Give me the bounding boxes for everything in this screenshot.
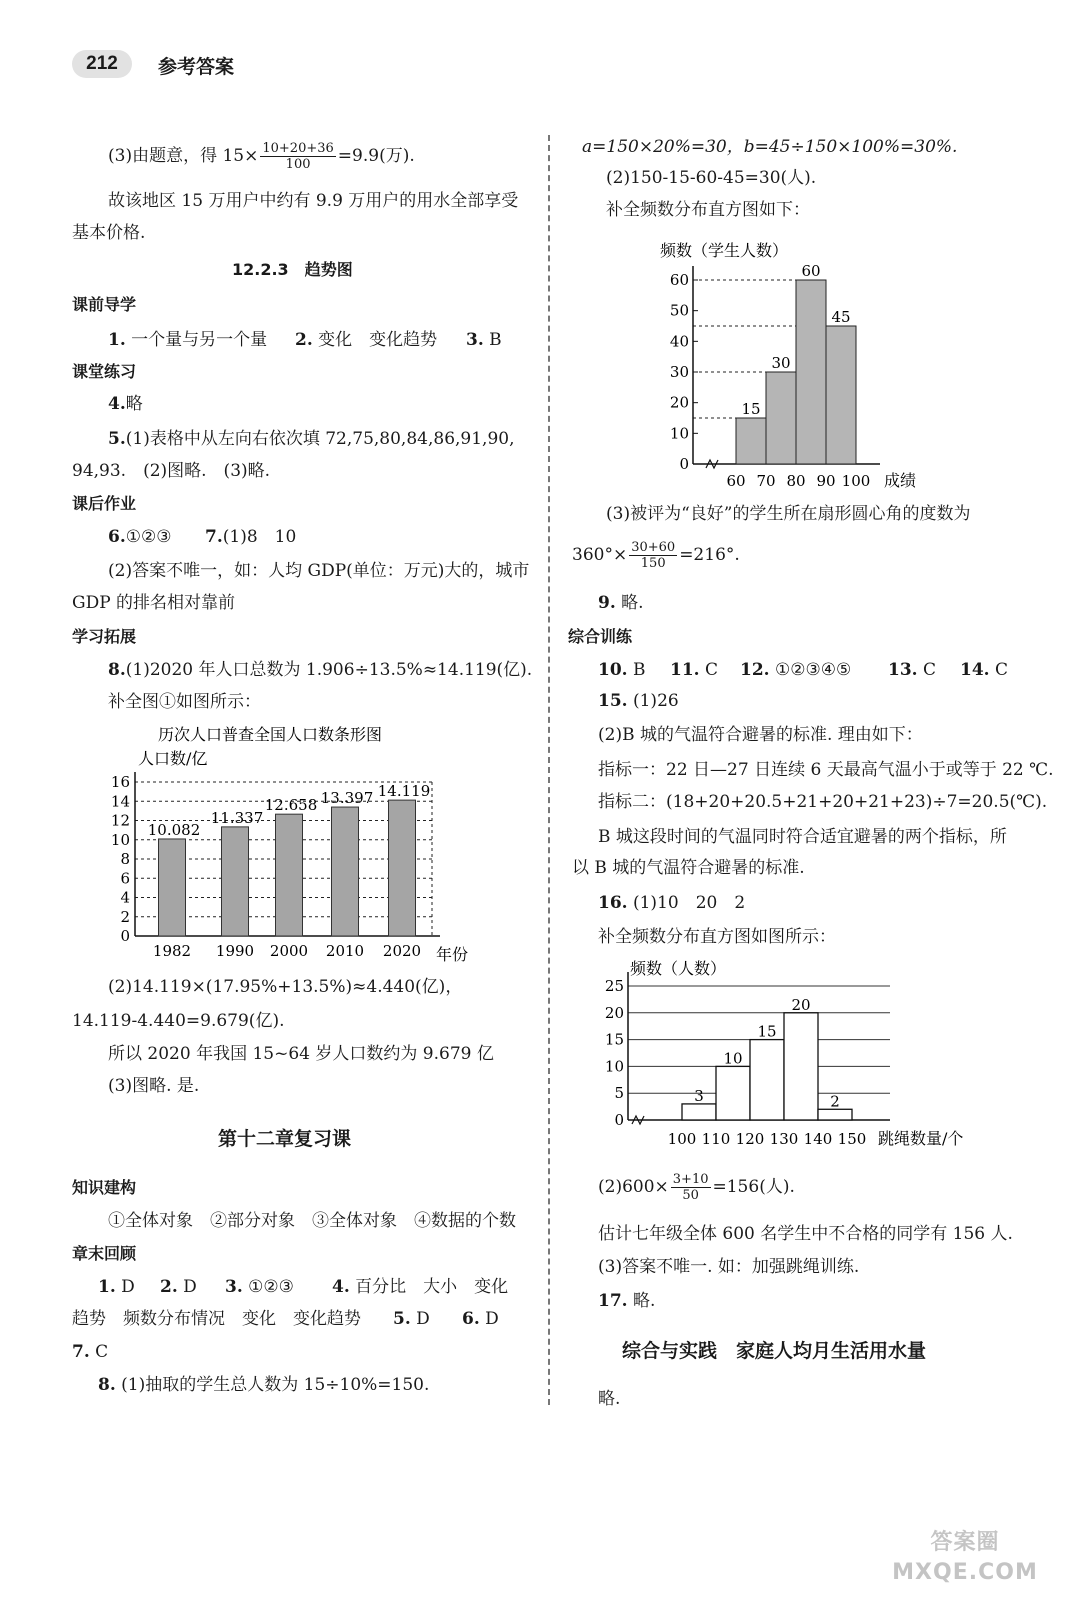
bar-value-label: 10.082	[147, 820, 201, 839]
q8-line6: (3)图略. 是.	[108, 1076, 200, 1096]
q17	[598, 1290, 655, 1312]
y-tick-label: 20	[604, 1003, 624, 1022]
q-text: ①②③	[248, 1277, 294, 1297]
x-axis-label: 成绩	[884, 471, 917, 490]
x-tick-label: 60	[726, 472, 746, 490]
q-number: 4.	[332, 1277, 350, 1297]
text: 360°×	[572, 545, 628, 565]
q-number: 7.	[205, 527, 223, 547]
q16-line3	[598, 1172, 795, 1203]
q-number: 8.	[98, 1375, 116, 1395]
q-text: B	[632, 660, 646, 680]
text: =156(人).	[712, 1177, 795, 1197]
y-tick-label: 15	[604, 1030, 624, 1049]
y-tick-label: 50	[669, 301, 689, 320]
q-number: 7.	[72, 1342, 90, 1362]
q4	[108, 393, 143, 415]
chapter-title: 第十二章复习课	[218, 1128, 352, 1150]
bar	[222, 827, 249, 936]
bar-value-label: 11.337	[210, 808, 264, 827]
q9	[598, 592, 644, 614]
y-tick-label: 5	[614, 1084, 624, 1103]
histogram-bar	[736, 418, 766, 464]
bar-value-label: 60	[801, 262, 821, 280]
histogram-bar	[784, 1013, 818, 1120]
y-tick-label: 30	[669, 363, 689, 381]
bar	[276, 814, 303, 936]
q5	[108, 428, 514, 450]
r2	[160, 1276, 197, 1298]
q-number: 17.	[598, 1291, 628, 1311]
q-text: ①②③	[125, 527, 172, 547]
denominator: 150	[640, 556, 666, 571]
bar-value-label: 20	[791, 995, 811, 1014]
q-number: 2.	[295, 330, 313, 350]
q16	[598, 892, 745, 914]
x-axis-label: 年份	[436, 945, 469, 964]
q7-line3: GDP 的排名相对靠前	[72, 593, 236, 613]
bar-value-label: 14.119	[377, 782, 431, 801]
q-number: 6.	[108, 527, 126, 547]
q-text: 一个量与另一个量	[131, 330, 268, 350]
x-tick-label: 100	[841, 472, 871, 490]
heading-zhxl: 综合训练	[568, 627, 633, 646]
y-tick-label: 2	[120, 907, 130, 926]
x-tick-label: 80	[786, 472, 806, 490]
q-text: 变化 变化趋势	[318, 330, 438, 350]
q-number: 12.	[740, 660, 770, 680]
x-tick-label: 70	[756, 472, 776, 490]
q8-line5: 所以 2020 年我国 15~64 岁人口数约为 9.679 亿	[108, 1044, 494, 1064]
q-number: 1.	[108, 330, 126, 350]
text: (2)600×	[598, 1177, 669, 1197]
q-text: D	[121, 1277, 135, 1297]
right-line-3: 补全频数分布直方图如下：	[606, 200, 810, 220]
q7-line2: (2)答案不唯一，如：人均 GDP(单位：万元)大的，城市	[108, 561, 530, 581]
heading-ktlx: 课堂练习	[72, 362, 137, 381]
zsjg-text: ①全体对象 ②部分对象 ③全体对象 ④数据的个数	[108, 1211, 516, 1231]
q15-line2: (2)B 城的气温符合避暑的标准. 理由如下：	[598, 725, 923, 745]
q-number: 10.	[598, 660, 628, 680]
chart-title: 历次人口普查全国人口数条形图	[158, 725, 383, 744]
bar-value-label: 30	[771, 354, 791, 372]
x-tick-label: 130	[769, 1130, 799, 1148]
text: =9.9(万).	[337, 146, 415, 166]
x-tick-label: 140	[803, 1130, 833, 1148]
r3	[225, 1276, 294, 1298]
heading-zmhg: 章末回顾	[72, 1244, 137, 1263]
histogram-bar	[682, 1104, 716, 1120]
q8-line2: 补全图①如图所示：	[108, 692, 261, 712]
right-line-5	[572, 540, 740, 571]
q15	[598, 690, 679, 712]
column-divider	[548, 135, 550, 1405]
q15-line5: B 城这段时间的气温同时符合适宜避暑的两个指标，所	[598, 827, 1007, 847]
histogram-bar	[796, 280, 826, 464]
histogram-bar	[818, 1109, 852, 1120]
r6	[462, 1308, 499, 1330]
bar	[389, 800, 416, 936]
page-number: 212	[72, 50, 132, 78]
q7	[205, 526, 296, 548]
q-text: D	[485, 1309, 499, 1329]
text: =216°.	[679, 545, 740, 565]
bar-value-label: 12.658	[264, 796, 318, 815]
bar	[332, 807, 359, 936]
q-text: (1)抽取的学生总人数为 15÷10%=150.	[121, 1375, 430, 1395]
q16-line4: 估计七年级全体 600 名学生中不合格的同学有 156 人.	[598, 1224, 1013, 1244]
q-text: C	[994, 660, 1008, 680]
rope-skipping-histogram	[590, 952, 980, 1152]
left-line-2: 故该地区 15 万用户中约有 9.9 万用户的用水全部享受	[108, 191, 519, 211]
q-number: 6.	[462, 1309, 480, 1329]
y-tick-label: 0	[679, 455, 689, 473]
heading-zsjg: 知识建构	[72, 1178, 137, 1197]
q11	[670, 659, 718, 681]
x-tick-label: 1982	[152, 942, 192, 960]
x-tick-label: 1990	[215, 942, 255, 960]
q12	[740, 659, 851, 681]
fraction	[671, 1172, 711, 1203]
axis-break	[706, 460, 718, 468]
r1	[98, 1276, 135, 1298]
y-tick-label: 60	[669, 271, 689, 289]
score-histogram	[640, 228, 950, 494]
x-tick-label: 100	[667, 1130, 697, 1148]
y-tick-label: 10	[669, 424, 689, 443]
q15-line3: 指标一：22 日—27 日连续 6 天最高气温小于或等于 22 ℃.	[598, 760, 1054, 780]
q2	[295, 329, 437, 351]
axis-break	[632, 1116, 644, 1124]
q-number: 4.	[108, 394, 126, 414]
q5-line2: 94,93. (2)图略. (3)略.	[72, 461, 271, 481]
right-line-1: a=150×20%=30，b=45÷150×100%=30%.	[582, 137, 958, 157]
q16-line5: (3)答案不唯一. 如：加强跳绳训练.	[598, 1257, 860, 1277]
y-tick-label: 20	[669, 393, 689, 412]
q-number: 1.	[98, 1277, 116, 1297]
y-tick-label: 25	[604, 977, 624, 995]
q-number: 5.	[108, 429, 126, 449]
q-number: 5.	[393, 1309, 411, 1329]
x-tick-label: 2010	[325, 942, 365, 960]
heading-xxtz: 学习拓展	[72, 627, 137, 646]
fraction	[629, 540, 677, 571]
bar-value-label: 45	[831, 308, 851, 326]
y-tick-label: 10	[604, 1057, 624, 1076]
q8	[108, 659, 532, 681]
right-line-4: (3)被评为“良好”的学生所在扇形圆心角的度数为	[606, 504, 971, 524]
q8-line3: (2)14.119×(17.95%+13.5%)≈4.440(亿)，	[108, 977, 463, 997]
q1	[108, 329, 267, 351]
x-tick-label: 150	[837, 1130, 867, 1148]
q8-line4: 14.119-4.440=9.679(亿).	[72, 1011, 285, 1031]
q-text: 略	[125, 394, 143, 414]
q-text: (1)表格中从左向右依次填 72,75,80,84,86,91,90,	[125, 429, 515, 449]
q-text: (1)8 10	[222, 527, 297, 547]
y-tick-label: 0	[614, 1111, 624, 1129]
right-line-2: (2)150-15-60-45=30(人).	[606, 168, 817, 188]
q-number: 11.	[670, 660, 700, 680]
q16-line2: 补全频数分布直方图如图所示：	[598, 927, 836, 947]
histogram-bar	[766, 372, 796, 464]
q15-line4: 指标二：(18+20+20.5+21+20+21+23)÷7=20.5(℃).	[598, 792, 1048, 812]
q-text: 百分比 大小 变化	[355, 1277, 509, 1297]
population-bar-chart	[100, 718, 500, 978]
q-number: 3.	[225, 1277, 243, 1297]
q-text: 略.	[632, 1291, 656, 1311]
bar-value-label: 15	[757, 1022, 777, 1041]
q-text: C	[922, 660, 936, 680]
r4-line2: 趋势 频数分布情况 变化 变化趋势	[72, 1309, 361, 1329]
y-tick-label: 40	[669, 332, 689, 351]
q15-line6: 以 B 城的气温符合避暑的标准.	[572, 858, 805, 878]
q-number: 15.	[598, 691, 628, 711]
practice-title: 综合与实践 家庭人均月生活用水量	[622, 1340, 927, 1362]
bar-value-label: 2	[830, 1092, 840, 1111]
x-tick-label: 110	[701, 1130, 731, 1148]
q-text: (1)2020 年人口总数为 1.906÷13.5%≈14.119(亿).	[125, 660, 533, 680]
y-tick-label: 8	[120, 850, 130, 868]
y-axis-label: 人口数/亿	[138, 749, 208, 768]
bar-value-label: 3	[694, 1086, 704, 1105]
r8	[98, 1374, 429, 1396]
q-number: 9.	[598, 593, 616, 613]
x-tick-label: 90	[816, 472, 836, 490]
section-title: 12.2.3 趋势图	[232, 260, 353, 279]
text: (3)由题意，得 15×	[108, 146, 259, 166]
header-title: 参考答案	[158, 56, 235, 78]
r7	[72, 1341, 108, 1363]
y-tick-label: 12	[110, 811, 130, 830]
y-axis-label: 频数（人数）	[630, 959, 727, 978]
q14	[960, 659, 1008, 681]
r5	[393, 1308, 430, 1330]
r4	[332, 1276, 508, 1298]
y-tick-label: 0	[120, 927, 130, 945]
fraction	[260, 141, 335, 172]
q-text: C	[95, 1342, 109, 1362]
q-number: 16.	[598, 893, 628, 913]
y-tick-label: 4	[120, 888, 130, 907]
histogram-bar	[750, 1040, 784, 1120]
q-text: D	[416, 1309, 430, 1329]
q-text: ①②③④⑤	[774, 660, 852, 680]
bar-value-label: 10	[723, 1049, 743, 1068]
q-text: (1)10 20 2	[632, 893, 746, 913]
q-text: (1)26	[632, 691, 679, 711]
heading-kqdx: 课前导学	[72, 295, 137, 314]
q-number: 2.	[160, 1277, 178, 1297]
x-tick-label: 120	[735, 1130, 765, 1148]
q-text: D	[183, 1277, 197, 1297]
q-text: C	[704, 660, 718, 680]
q-number: 3.	[466, 330, 484, 350]
histogram-bar	[716, 1066, 750, 1120]
q-text: 略.	[621, 593, 644, 613]
x-axis-label: 跳绳数量/个	[878, 1129, 964, 1148]
q-text: B	[489, 330, 502, 350]
numerator: 3+10	[672, 1172, 709, 1187]
left-line-3: 基本价格.	[72, 223, 146, 243]
bar	[159, 839, 186, 936]
x-tick-label: 2000	[269, 942, 309, 960]
q-number: 8.	[108, 660, 126, 680]
y-tick-label: 14	[110, 792, 130, 811]
y-tick-label: 6	[120, 869, 130, 888]
y-tick-label: 10	[110, 830, 130, 849]
q-number: 13.	[888, 660, 918, 680]
q3	[466, 329, 502, 351]
bar-value-label: 15	[741, 400, 761, 418]
y-tick-label: 16	[110, 773, 130, 791]
heading-khzy: 课后作业	[72, 494, 137, 513]
denominator: 50	[682, 1188, 699, 1203]
numerator: 30+60	[631, 540, 676, 555]
histogram-bar	[826, 326, 856, 464]
left-line-1	[108, 141, 415, 172]
q-number: 14.	[960, 660, 990, 680]
q13	[888, 659, 936, 681]
denominator: 100	[285, 157, 311, 172]
bar-value-label: 13.397	[320, 789, 374, 808]
y-axis-label: 频数（学生人数）	[660, 241, 789, 260]
watermark: 答案圈 MXQE.COM	[892, 1530, 1038, 1585]
practice-text: 略.	[598, 1389, 621, 1409]
numerator: 10+20+36	[262, 141, 334, 156]
q6	[108, 526, 171, 548]
q10	[598, 659, 645, 681]
x-tick-label: 2020	[382, 942, 422, 960]
